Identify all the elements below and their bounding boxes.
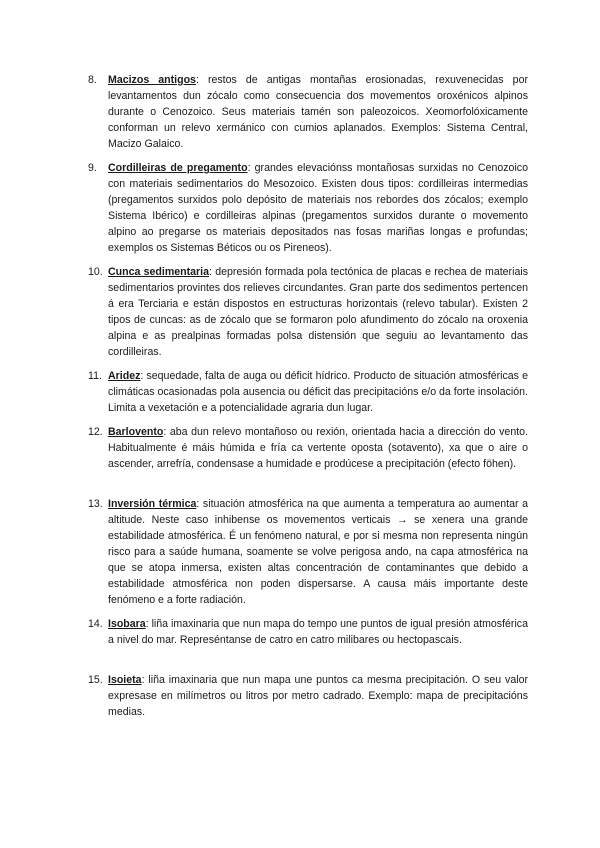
- entry-term: Aridez: [108, 370, 141, 382]
- entry-term: Macizos antigos: [108, 74, 196, 86]
- glossary-entry-11: [88, 368, 528, 416]
- entry-term: Isoieta: [108, 674, 142, 686]
- entry-definition: : grandes elevaciónss montañosas surxidas no Cenozoico con materiais sedimentarios do Mesozoico. Existen dous tipos: cordilleiras intermedias (pregamentos surxidos polo depósito de materiais nos rebordes dos zócalos; exemplo Sistema Ibérico) e cordilleiras alpinas (pregamentos surxidos durante o movemento alpino ao pregarse os materiais depositados nas fosas mariñas longas e profundas; exemplos os Sistemas Béticos ou os Pireneos).: [108, 162, 528, 254]
- entry-term: Isobara: [108, 618, 146, 630]
- entry-definition: : liña imaxinaria que nun mapa do tempo une puntos de igual presión atmosférica a nivel do mar. Represéntanse de catro en catro milibares ou hectopascais.: [108, 618, 528, 646]
- glossary-entry-9: [88, 160, 528, 256]
- glossary-entry-14: [88, 616, 528, 648]
- glossary-entry-10: [88, 264, 528, 360]
- entry-number: 11.: [88, 370, 102, 382]
- entry-body: [108, 672, 528, 720]
- entry-number: 9.: [88, 162, 97, 174]
- glossary-entry-13: [88, 496, 528, 608]
- entry-body: [108, 368, 528, 416]
- entry-term: Barlovento: [108, 426, 164, 438]
- entry-term: Cunca sedimentaria: [108, 266, 210, 278]
- entry-number: 13.: [88, 498, 103, 510]
- entry-definition: : sequedade, falta de auga ou déficit hídrico. Producto de situación atmosféricas e climáticas ocasionadas pola ausencia ou déficit das precipitacións e/o da forte insolación. Limita a vexetación e a potencialidade agraria dun lugar.: [108, 370, 528, 414]
- entry-body: [108, 264, 528, 360]
- entry-body: [108, 496, 528, 608]
- entry-body: [108, 160, 528, 256]
- entry-term: Inversión térmica: [108, 498, 197, 510]
- entry-body: [108, 616, 528, 648]
- entry-number: 12.: [88, 426, 103, 438]
- entry-term: Cordilleiras de pregamento: [108, 162, 248, 174]
- glossary-entry-12: [88, 424, 528, 472]
- entry-definition: : depresión formada pola tectónica de placas e rechea de materiais sedimentarios provintes dos relieves circundantes. Gran parte dos sedimentos pertencen á era Terciaria e están dispostos en estructuras horizontais (relevo tabular). Existen 2 tipos de cuncas: as de zócalo que se formaron polo afundimento do zócalo na oroxenia alpina e as prealpinas formadas polsa distensión que seguiu ao levantamento das cordilleiras.: [108, 266, 528, 358]
- entry-number: 10.: [88, 266, 103, 278]
- glossary-entry-15: [88, 672, 528, 720]
- entry-body: [108, 424, 528, 472]
- entry-body: [108, 72, 528, 152]
- entry-definition: : restos de antigas montañas erosionadas, rexuvenecidas por levantamentos dun zócalo como consecuencia dos movementos oroxénicos alpinos durante o Cenozoico. Seus materiais tamén son paleozoicos. Xeomorfolóxicamente conforman un relevo xermánico con cumios aplanados. Exemplos: Sistema Central, Macizo Galaico.: [108, 74, 528, 150]
- entry-definition: : situación atmosférica na que aumenta a temperatura ao aumentar a altitude. Neste caso inhibense os movementos verticais → se xenera una grande estabilidade atmosférica. É un fenómeno natural, e por si mesma non representa ningún risco para a saúde humana, soamente se volve perigosa ando, na capa atmosférica na que se atopa inmersa, existen altas concentración de contaminantes que debido a estabilidade atmosférica non poden dispersarse. A causa máis importante deste fenómeno e a forte radiación.: [108, 498, 528, 606]
- entry-number: 8.: [88, 74, 97, 86]
- entry-definition: : liña imaxinaria que nun mapa une puntos ca mesma precipitación. O seu valor expresase en milímetros ou litros por metro cadrado. Exemplo: mapa de precipitacións medias.: [108, 674, 528, 718]
- entry-number: 14.: [88, 618, 103, 630]
- entry-number: 15.: [88, 674, 103, 686]
- entry-definition: : aba dun relevo montañoso ou rexión, orientada hacia a dirección do vento. Habitualmente é máis húmida e fría ca vertente oposta (sotavento), xa que o aire o ascender, arrefría, condensase a humidade e prodúcese a precipitación (efecto föhen).: [108, 426, 528, 470]
- glossary-entry-8: [88, 72, 528, 152]
